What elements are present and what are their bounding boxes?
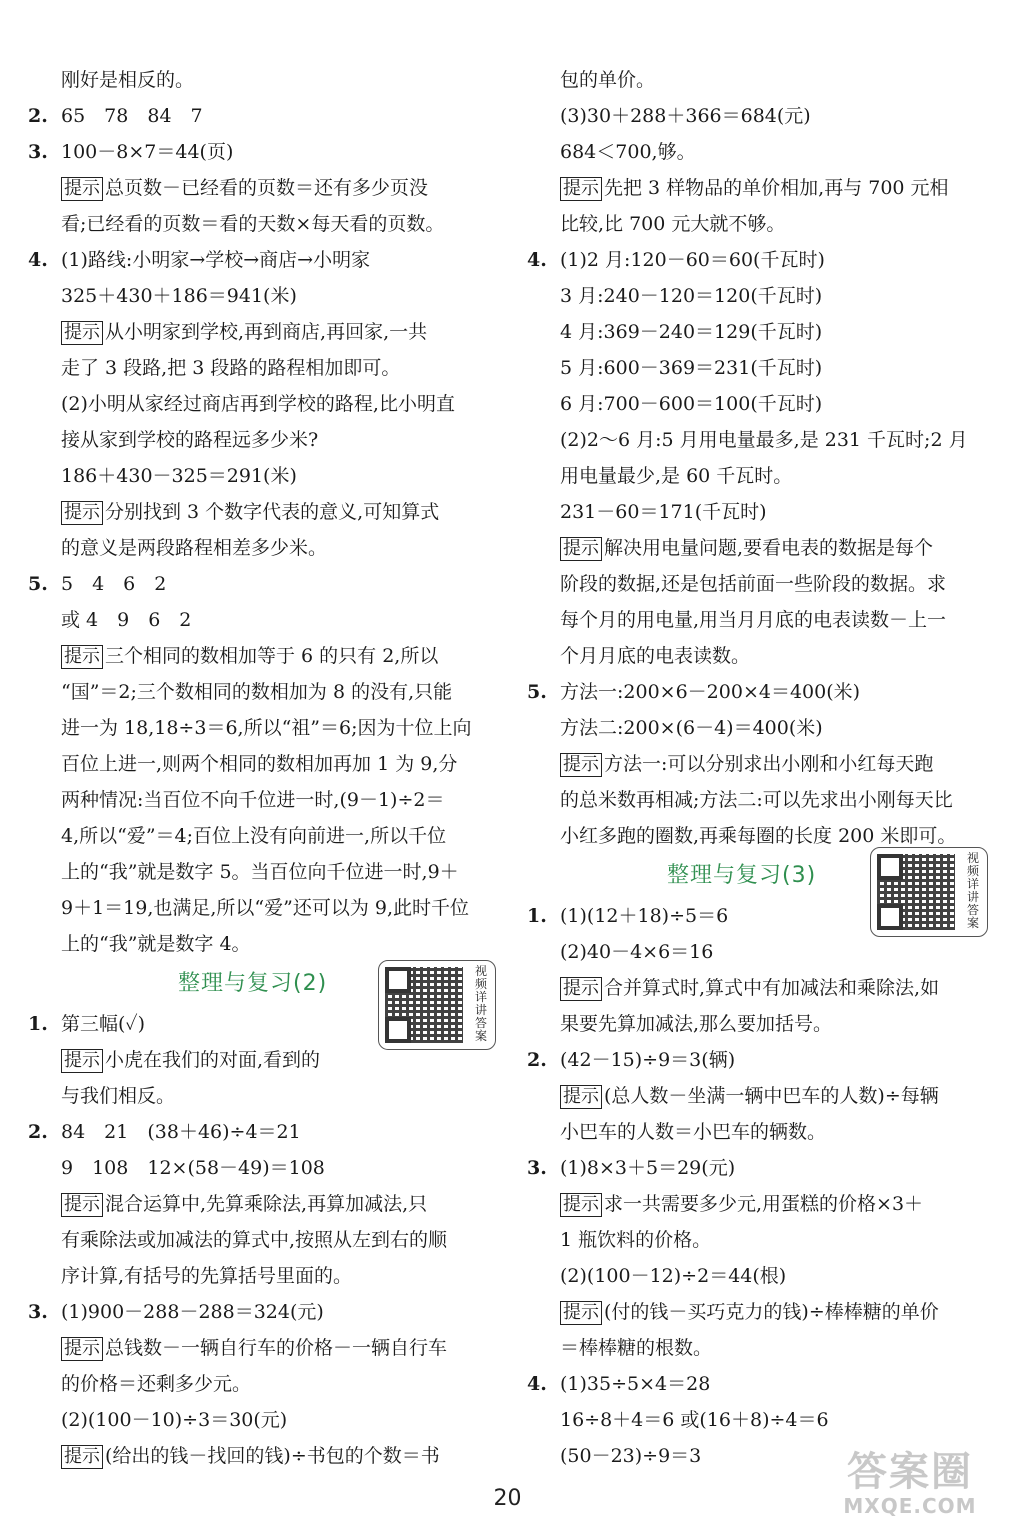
text-line: 684＜700,够。: [560, 141, 696, 163]
page-number: 20: [493, 1486, 522, 1511]
text-line: (2)40－4×6＝16: [560, 941, 714, 963]
text-line: 3 月:240－120＝120(千瓦时): [560, 285, 823, 307]
text-line: 的价格＝还剩多少元。: [61, 1373, 252, 1395]
question-line: [527, 1042, 997, 1078]
hint-text: 解决用电量问题,要看电表的数据是每个: [604, 537, 934, 559]
question-number: 2.: [28, 105, 48, 127]
question-line: [28, 1114, 498, 1150]
answer-text: 100－8×7＝44(页): [61, 141, 234, 163]
text-line: 或 4 9 6 2: [61, 609, 192, 631]
text-line: 小巴车的人数＝小巴车的辆数。: [560, 1121, 827, 1143]
hint-text: (总人数－坐满一辆中巴车的人数)÷每辆: [604, 1085, 939, 1107]
hint-text: 混合运算中,先算乘除法,再算加减法,只: [105, 1193, 428, 1215]
question-line: [28, 1294, 498, 1330]
hint-label: 提示: [61, 1337, 103, 1361]
question-line: [28, 242, 498, 278]
question-number: 3.: [28, 1301, 48, 1323]
hint-line: [28, 1186, 498, 1222]
text-line: (50－23)÷9＝3: [560, 1445, 702, 1467]
text-line: 与我们相反。: [61, 1085, 176, 1107]
text-line: 的总米数再相减;方法二:可以先求出小刚每天比: [560, 789, 953, 811]
text-line: 的意义是两段路程相差多少米。: [61, 537, 328, 559]
text-line: (2)(100－12)÷2＝44(根): [560, 1265, 787, 1287]
text-line: 16÷8＋4＝6 或(16＋8)÷4＝6: [560, 1409, 829, 1431]
question-number: 1.: [28, 1013, 48, 1035]
qr-pattern-icon: [877, 854, 955, 930]
hint-line: [28, 638, 498, 674]
hint-text: 先把 3 样物品的单价相加,再与 700 元相: [604, 177, 949, 199]
question-number: 4.: [28, 249, 48, 271]
hint-label: 提示: [560, 1301, 602, 1325]
text-line: 走了 3 段路,把 3 段路的路程相加即可。: [61, 357, 401, 379]
text-line: 小红多跑的圈数,再乘每圈的长度 200 米即可。: [560, 825, 957, 847]
text-line: 看;已经看的页数＝看的天数×每天看的页数。: [61, 213, 445, 235]
hint-line: [28, 314, 498, 350]
hint-label: 提示: [560, 977, 602, 1001]
hint-label: 提示: [61, 1049, 103, 1073]
question-number: 4.: [527, 249, 547, 271]
text-line: 方法二:200×(6－4)＝400(米): [560, 717, 823, 739]
text-line: 果要先算加减法,那么要加括号。: [560, 1013, 833, 1035]
question-number: 2.: [527, 1049, 547, 1071]
text-line: ＝棒棒糖的根数。: [560, 1337, 713, 1359]
question-line: [28, 566, 498, 602]
hint-line: [28, 170, 498, 206]
answer-text: (1)35÷5×4＝28: [560, 1373, 711, 1395]
answer-text: (42－15)÷9＝3(辆): [560, 1049, 736, 1071]
text-line: 阶段的数据,还是包括前面一些阶段的数据。求: [560, 573, 947, 595]
watermark-logo: [825, 1450, 995, 1522]
left-column: [28, 62, 498, 1474]
hint-text: 求一共需要多少元,用蛋糕的价格×3＋: [604, 1193, 924, 1215]
section-heading: 整理与复习(2): [178, 971, 328, 996]
text-line: 325＋430＋186＝941(米): [61, 285, 297, 307]
text-line: 包的单价。: [560, 69, 656, 91]
hint-label: 提示: [61, 1445, 103, 1469]
section-heading: 整理与复习(3): [667, 863, 817, 888]
text-line: 序计算,有括号的先算括号里面的。: [61, 1265, 353, 1287]
hint-label: 提示: [560, 1193, 602, 1217]
hint-line: [527, 170, 997, 206]
hint-text: 三个相同的数相加等于 6 的只有 2,所以: [105, 645, 439, 667]
text-line: 1 瓶饮料的价格。: [560, 1229, 712, 1251]
text-line: 个月月底的电表读数。: [560, 645, 751, 667]
text-line: 上的“我”就是数字 4。: [61, 933, 251, 955]
answer-text: 5 4 6 2: [61, 573, 167, 595]
hint-label: 提示: [61, 501, 103, 525]
hint-text: 从小明家到学校,再到商店,再回家,一共: [105, 321, 428, 343]
text-line: 比较,比 700 元大就不够。: [560, 213, 786, 235]
hint-label: 提示: [61, 645, 103, 669]
question-line: [28, 98, 498, 134]
hint-line: [527, 530, 997, 566]
text-line: 用电量最少,是 60 千瓦时。: [560, 465, 793, 487]
answer-text: (1)8×3＋5＝29(元): [560, 1157, 736, 1179]
hint-line: [527, 1294, 997, 1330]
hint-label: 提示: [560, 537, 602, 561]
hint-text: 合并算式时,算式中有加减法和乘除法,如: [604, 977, 940, 999]
question-number: 3.: [28, 141, 48, 163]
answer-text: (1)路线:小明家→学校→商店→小明家: [61, 249, 371, 271]
hint-line: [527, 1078, 997, 1114]
question-number: 4.: [527, 1373, 547, 1395]
hint-text: (付的钱－买巧克力的钱)÷棒棒糖的单价: [604, 1301, 939, 1323]
hint-line: [527, 1186, 997, 1222]
text-line: 百位上进一,则两个相同的数相加再加 1 为 9,分: [61, 753, 458, 775]
text-line: 9 108 12×(58－49)＝108: [61, 1157, 325, 1179]
question-number: 2.: [28, 1121, 48, 1143]
hint-text: (给出的钱－找回的钱)÷书包的个数＝书: [105, 1445, 440, 1467]
text-line: 接从家到学校的路程远多少米?: [61, 429, 319, 451]
text-line: (3)30＋288＋366＝684(元): [560, 105, 811, 127]
hint-label: 提示: [61, 177, 103, 201]
qr-code-2[interactable]: [378, 960, 496, 1050]
hint-text: 方法一:可以分别求出小刚和小红每天跑: [604, 753, 934, 775]
answer-text: 方法一:200×6－200×4＝400(米): [560, 681, 861, 703]
hint-line: [527, 746, 997, 782]
text-line: 上的“我”就是数字 5。当百位向千位进一时,9＋: [61, 861, 459, 883]
answer-text: (1)(12＋18)÷5＝6: [560, 905, 729, 927]
hint-line: [527, 970, 997, 1006]
text-line: 186＋430－325＝291(米): [61, 465, 297, 487]
qr-code-3[interactable]: [870, 847, 988, 937]
text-line: (2)小明从家经过商店再到学校的路程,比小明直: [61, 393, 455, 415]
hint-text: 总钱数－一辆自行车的价格－一辆自行车: [105, 1337, 448, 1359]
question-line: [28, 134, 498, 170]
text-line: “国”＝2;三个数相同的数相加为 8 的没有,只能: [61, 681, 453, 703]
hint-text: 小虎在我们的对面,看到的: [105, 1049, 321, 1071]
watermark-url: MXQE.COM: [843, 1494, 977, 1518]
text-line: 刚好是相反的。: [61, 69, 195, 91]
text-line: 231－60＝171(千瓦时): [560, 501, 767, 523]
answer-text: 第三幅(✓): [61, 1013, 146, 1035]
watermark-text: 答案圈: [847, 1449, 973, 1495]
text-line: (2)(100－10)÷3＝30(元): [61, 1409, 288, 1431]
answer-text: (1)900－288－288＝324(元): [61, 1301, 324, 1323]
answer-text: (1)2 月:120－60＝60(千瓦时): [560, 249, 825, 271]
text-line: 9＋1＝19,也满足,所以“爱”还可以为 9,此时千位: [61, 897, 470, 919]
question-line: [527, 1150, 997, 1186]
hint-line: [28, 494, 498, 530]
text-line: 每个月的用电量,用当月月底的电表读数－上一: [560, 609, 947, 631]
text-line: 两种情况:当百位不向千位进一时,(9－1)÷2＝: [61, 789, 445, 811]
question-number: 3.: [527, 1157, 547, 1179]
hint-label: 提示: [560, 1085, 602, 1109]
question-number: 1.: [527, 905, 547, 927]
qr-caption: 视频详讲答案: [966, 851, 979, 930]
text-line: 4 月:369－240＝129(千瓦时): [560, 321, 823, 343]
question-line: [527, 242, 997, 278]
hint-text: 总页数－已经看的页数＝还有多少页没: [105, 177, 429, 199]
hint-label: 提示: [61, 321, 103, 345]
hint-label: 提示: [560, 177, 602, 201]
hint-label: 提示: [560, 753, 602, 777]
question-line: [527, 1366, 997, 1402]
question-number: 5.: [28, 573, 48, 595]
hint-line: [28, 1438, 498, 1474]
question-number: 5.: [527, 681, 547, 703]
answer-text: 84 21 (38＋46)÷4＝21: [61, 1121, 301, 1143]
question-line: [527, 674, 997, 710]
right-column: [527, 62, 997, 1474]
text-line: 进一为 18,18÷3＝6,所以“祖”＝6;因为十位上向: [61, 717, 472, 739]
text-line: 6 月:700－600＝100(千瓦时): [560, 393, 823, 415]
text-line: 有乘除法或加减法的算式中,按照从左到右的顺: [61, 1229, 448, 1251]
text-line: 5 月:600－369＝231(千瓦时): [560, 357, 823, 379]
text-line: 4,所以“爱”＝4;百位上没有向前进一,所以千位: [61, 825, 447, 847]
qr-pattern-icon: [385, 967, 463, 1043]
answer-text: 65 78 84 7: [61, 105, 203, 127]
hint-line: [28, 1330, 498, 1366]
hint-label: 提示: [61, 1193, 103, 1217]
text-line: (2)2～6 月:5 月用电量最多,是 231 千瓦时;2 月: [560, 429, 968, 451]
hint-text: 分别找到 3 个数字代表的意义,可知算式: [105, 501, 440, 523]
qr-caption: 视频详讲答案: [474, 964, 487, 1043]
